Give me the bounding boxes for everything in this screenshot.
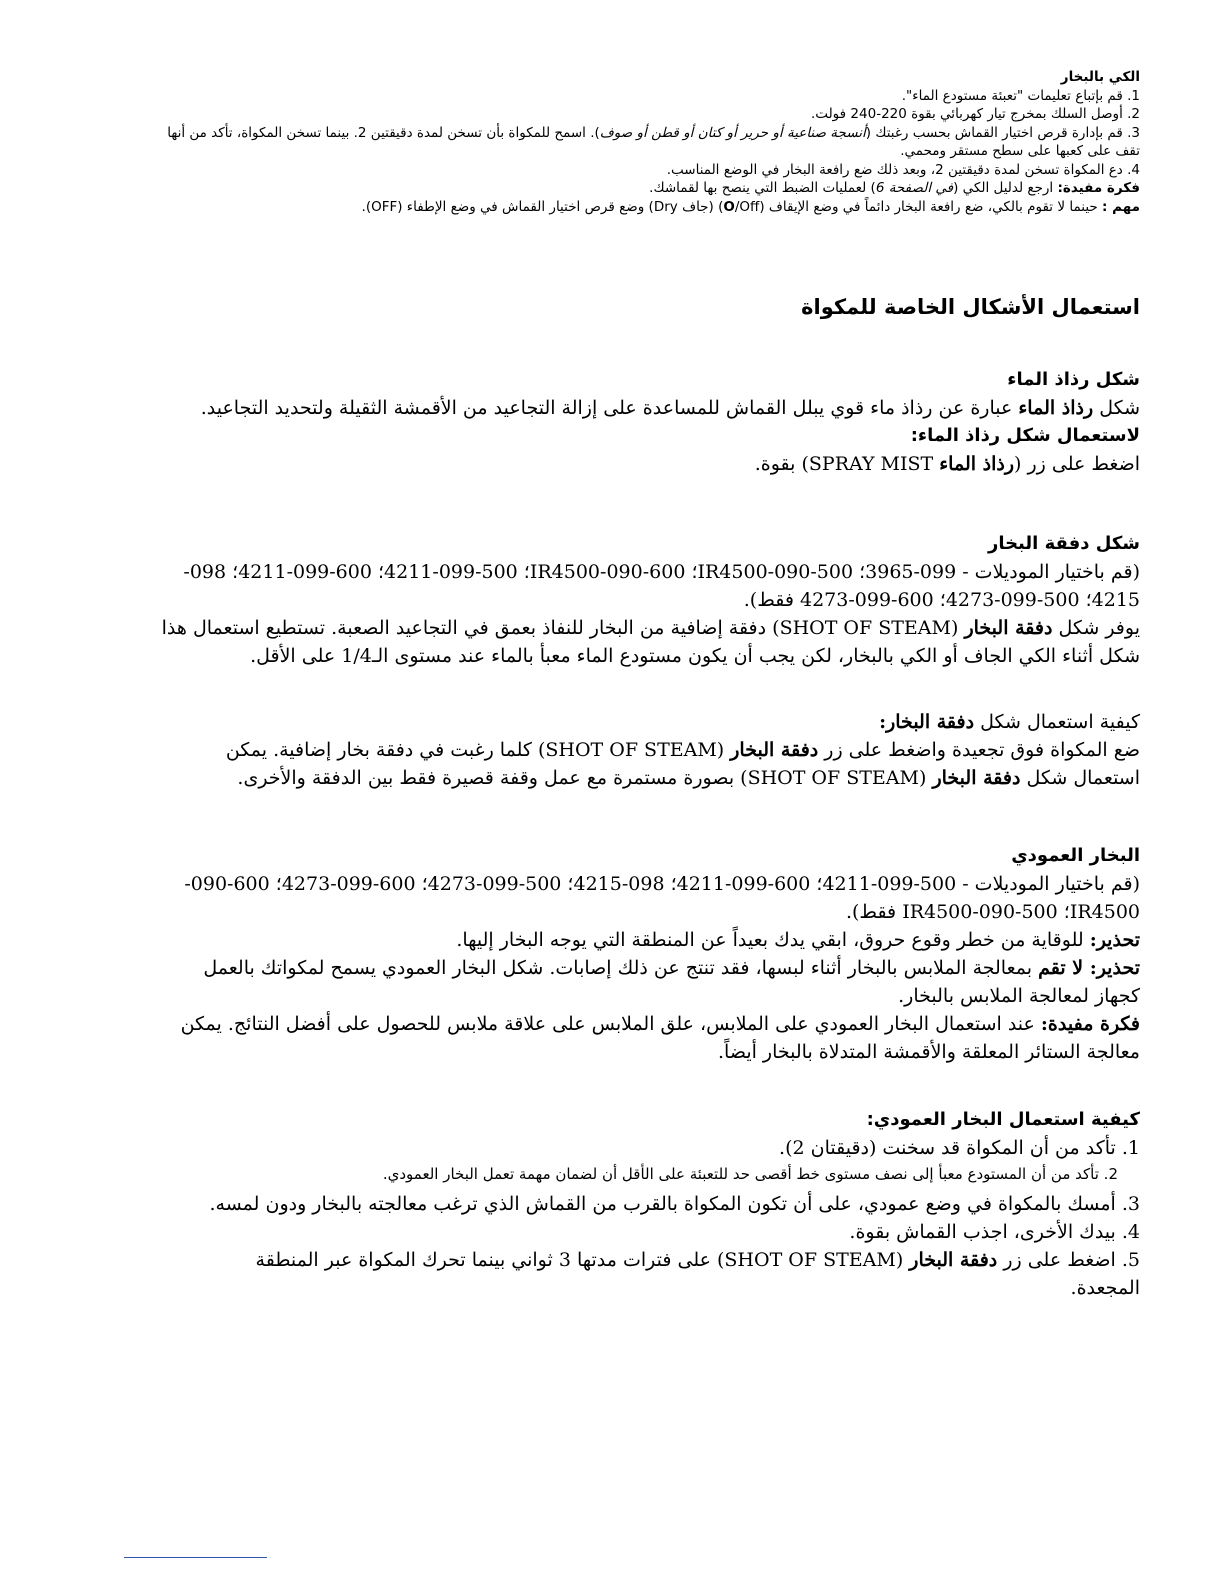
tip-page-ref: في الصفحة 6 — [875, 180, 954, 196]
ironing-important — [160, 198, 1140, 217]
spray-mist-title: شكل رذاذ الماء — [1007, 369, 1140, 390]
tip-label: فكرة مفيدة: — [1040, 1013, 1140, 1035]
ironing-step-3-text-end: ). اسمح للمكواة بأن تسخن لمدة دقيقتين 2. بينما تسخن المكواة، تأكد من أنها تقف على كعبها على سطح مستقر ومحمي. — [167, 124, 1140, 159]
tip-text: عند استعمال البخار العمودي على الملابس، علق الملابس على علاقة ملابس للحصول على أفضل النتائج. يمكن معالجة الستائر المعلقة والأقمشة المتدلاة بالبخار أيضاً. — [180, 1013, 1140, 1063]
shot-howto-part-3: (SHOT OF STEAM) بصورة مستمرة مع عمل وقفة قصيرة فقط بين الدفقة والأخرى. — [237, 767, 933, 789]
warning-label: تحذير: لا تقم — [1038, 957, 1140, 979]
important-label: مهم : — [1102, 198, 1140, 215]
shot-howto-title-bold: دفقة البخار: — [879, 711, 975, 733]
shot-howto-part-2: (SHOT OF STEAM) كلما رغبت في دفقة بخار إضافية. يمكن استعمال شكل — [225, 739, 1140, 789]
important-text-end: /Off) (جاف Dry) وضع قرص اختيار القماش في وضع الإطفاء (OFF). — [361, 198, 760, 215]
spray-mist-section — [160, 366, 1140, 478]
special-features-heading: استعمال الأشكال الخاصة للمكواة — [801, 295, 1140, 319]
spray-desc-text-end: عبارة عن رذاذ ماء قوي يبلل القماش للمساعدة على إزالة التجاعيد من الأقمشة الثقيلة ولتحديد التجاعيد. — [200, 397, 1019, 419]
warning-label: تحذير: — [1089, 929, 1140, 951]
spray-howto-text: اضغط على زر ( — [1014, 453, 1140, 475]
spray-howto-text-end: SPRAY MIST) بقوة. — [754, 453, 940, 475]
vertical-step-5 — [160, 1246, 1140, 1302]
step-5-bold: دفقة البخار — [909, 1249, 998, 1271]
vertical-steam-howto — [160, 1106, 1140, 1302]
vertical-step-4: 4. بيدك الأخرى، اجذب القماش بقوة. — [849, 1221, 1140, 1243]
warning-text: بمعالجة الملابس بالبخار أثناء لبسها، فقد تنتج عن ذلك إصابات. شكل البخار العمودي يسمح لمكواتك بالعمل كجهاز لمعالجة الملابس بالبخار. — [203, 957, 1140, 1007]
steam-ironing-title: الكي بالبخار — [1060, 69, 1140, 85]
vertical-steps-list — [160, 1134, 1140, 1302]
important-text: حينما لا تقوم بالكي، ضع رافعة البخار دائماً في وضع الإيقاف ( — [759, 198, 1103, 215]
shot-howto-bold-1: دفقة البخار — [730, 739, 819, 761]
ironing-step-1: 1. قم بإتباع تعليمات "تعبئة مستودع الماء". — [901, 87, 1140, 104]
warning-text: للوقاية من خطر وقوع حروق، ابقي يدك بعيداً عن المنطقة التي يوجه البخار إليها. — [456, 929, 1090, 951]
shot-desc-bold: دفقة البخار — [964, 617, 1053, 639]
vertical-steam-title: البخار العمودي — [1011, 845, 1140, 866]
spray-howto-bold: رذاذ الماء — [939, 453, 1015, 475]
shot-of-steam-howto — [160, 708, 1140, 792]
shot-of-steam-title: شكل دفقة البخار — [987, 533, 1140, 554]
vertical-tip — [160, 1010, 1140, 1066]
spray-mist-howto — [160, 450, 1140, 478]
tip-text: ارجع لدليل الكي ( — [953, 180, 1058, 196]
shot-howto-text — [160, 736, 1140, 792]
shot-of-steam-section — [160, 530, 1140, 670]
ironing-step-2: 2. أوصل السلك بمخرج تيار كهربائي بقوة 220-240 فولت. — [811, 106, 1140, 122]
shot-of-steam-models: (قم باختيار الموديلات - 099-3965؛ 500-090-IR4500؛ 600-090-IR4500؛ 500-099-4211؛ 600-099-4211؛ 098-4215؛ 500-099-4273؛ 600-099-4273 فقط). — [183, 561, 1140, 611]
vertical-step-2: 2. تأكد من أن المستودع معبأ إلى نصف مستوى خط أقصى حد للتعبئة على الأقل أن لضمان مهمة تعمل البخار العمودي. — [382, 1165, 1118, 1183]
tip-label: فكرة مفيدة: — [1057, 180, 1140, 196]
ironing-step-3-text: 3. قم بإدارة قرص اختيار القماش بحسب رغبتك ( — [865, 124, 1140, 141]
shot-howto-part-1: ضع المكواة فوق تجعيدة واضغط على زر — [818, 739, 1140, 761]
vertical-steam-section — [160, 842, 1140, 1066]
vertical-steam-models: (قم باختيار الموديلات - 500-099-4211؛ 600-099-4211؛ 098-4215؛ 500-099-4273؛ 600-099-4273؛ 600-090-IR4500؛ 500-090-IR4500 فقط). — [184, 873, 1140, 923]
shot-desc-text: يوفر شكل — [1052, 617, 1140, 639]
tip-text-end: ) لعمليات الضبط التي ينصح بها لقماشك. — [649, 180, 876, 196]
footnote-separator — [124, 1557, 267, 1558]
shot-howto-title — [160, 708, 1140, 736]
vertical-warning-2 — [160, 954, 1140, 1010]
shot-of-steam-description — [160, 614, 1140, 670]
vertical-howto-title: كيفية استعمال البخار العمودي: — [866, 1109, 1140, 1130]
shot-desc-text-end: (SHOT OF STEAM) دفقة إضافية من البخار للنفاذ بعمق في التجاعيد الصعبة. تستطيع استعمال هذا شكل أثناء الكي الجاف أو الكي بالبخار، لكن يجب أن يكون مستودع الماء معبأ بالماء عند مستوى الـ1/4 على الأقل. — [161, 617, 1140, 667]
ironing-tip — [160, 179, 1140, 198]
steam-ironing-section — [160, 68, 1140, 216]
vertical-warning-1 — [160, 926, 1140, 954]
vertical-step-1: 1. تأكد من أن المكواة قد سخنت (دقيقتان 2). — [779, 1137, 1140, 1159]
step-5-text-end: (SHOT OF STEAM) على فترات مدتها 3 ثواني بينما تحرك المكواة عبر المنطقة المجعدة. — [255, 1249, 1140, 1299]
spray-mist-description — [160, 394, 1140, 422]
spray-desc-bold: رذاذ الماء — [1018, 397, 1094, 419]
shot-howto-title-text: كيفية استعمال شكل — [974, 711, 1140, 733]
step-5-text: 5. اضغط على زر — [997, 1249, 1140, 1271]
off-symbol: O — [723, 198, 735, 215]
ironing-step-4: 4. دع المكواة تسخن لمدة دقيقتين 2، وبعد ذلك ضع رافعة البخار في الوضع المناسب. — [666, 161, 1140, 178]
shot-howto-bold-2: دفقة البخار — [932, 767, 1021, 789]
spray-mist-howto-title: لاستعمال شكل رذاذ الماء: — [910, 425, 1140, 446]
fabric-list: أنسجة صناعية أو حرير أو كتان أو قطن أو صوف — [599, 124, 866, 141]
vertical-step-3: 3. أمسك بالمكواة في وضع عمودي، على أن تكون المكواة بالقرب من القماش الذي ترغب معالجته بالبخار ودون لمسه. — [209, 1193, 1140, 1215]
spray-desc-text: شكل — [1093, 397, 1140, 419]
ironing-step-3 — [160, 124, 1140, 161]
